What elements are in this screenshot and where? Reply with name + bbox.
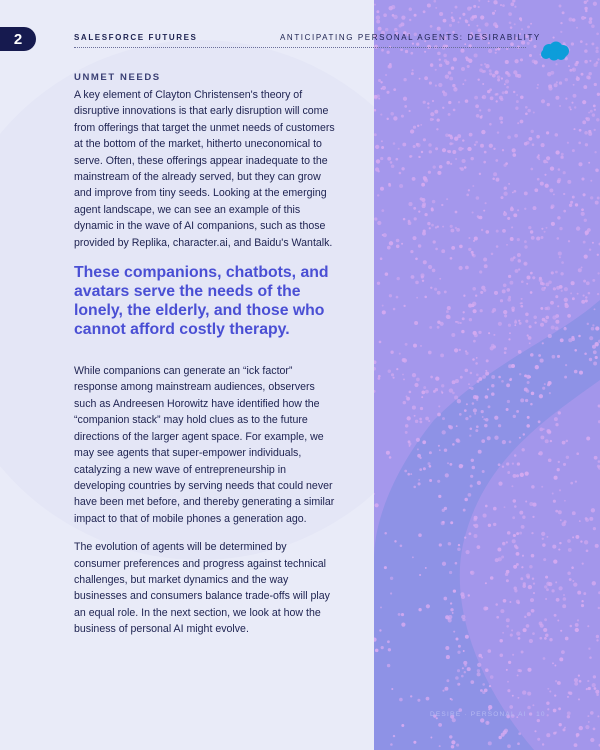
page-footer: DESIRE · PERSONAL AI · 10: [430, 711, 546, 718]
brand-label: SALESFORCE FUTURES: [74, 33, 198, 42]
dot-pattern: [374, 0, 600, 750]
chapter-number-tab: 2: [0, 27, 36, 51]
salesforce-cloud-icon: [538, 40, 572, 62]
main-content: [74, 72, 336, 650]
body-paragraph: A key element of Clayton Christensen's theory of disruptive innovations is that early disruption will come from offerings that target the unmet needs of customers at the bottom of the market, hitherto uneconomical to serve. Often, these offerings appear inadequate to the mainstream of the already served, but they can grow and improve from tiny seeds. Looking at the emerging agent landscape, we can see an example of this dynamic in the wave of AI companions, such as those provided by Replika, character.ai, and Baidu's Wantalk.: [74, 89, 335, 249]
section-heading: UNMET NEEDS: [74, 72, 161, 83]
body-paragraph: While companions can generate an “ick factor” response among mainstream audiences, observers such as Andreesen Horowitz have identified how the “companion stack” may hold clues as to the future directions of the larger agent space. For example, we may see agents that super-empower individuals, catalyzing a new wave of entrepreneurship in developing countries by serving needs that could never have been met before, and thereby generating a similar impact to that of mobile phones a generation ago.: [74, 365, 335, 525]
decorative-artwork: [374, 0, 600, 750]
section-title: ANTICIPATING PERSONAL AGENTS: DESIRABILITY: [280, 33, 541, 42]
header-divider: [74, 47, 526, 48]
body-paragraph: The evolution of agents will be determined by consumer preferences and progress against technical challenges, but market dynamics and the way businesses and consumers balance trade-offs will play an equal role. In the next section, we look at how the business of personal AI might evolve.: [74, 541, 330, 636]
pull-quote: These companions, chatbots, and avatars serve the needs of the lonely, the elderly, and those who cannot afford costly therapy.: [74, 264, 329, 339]
